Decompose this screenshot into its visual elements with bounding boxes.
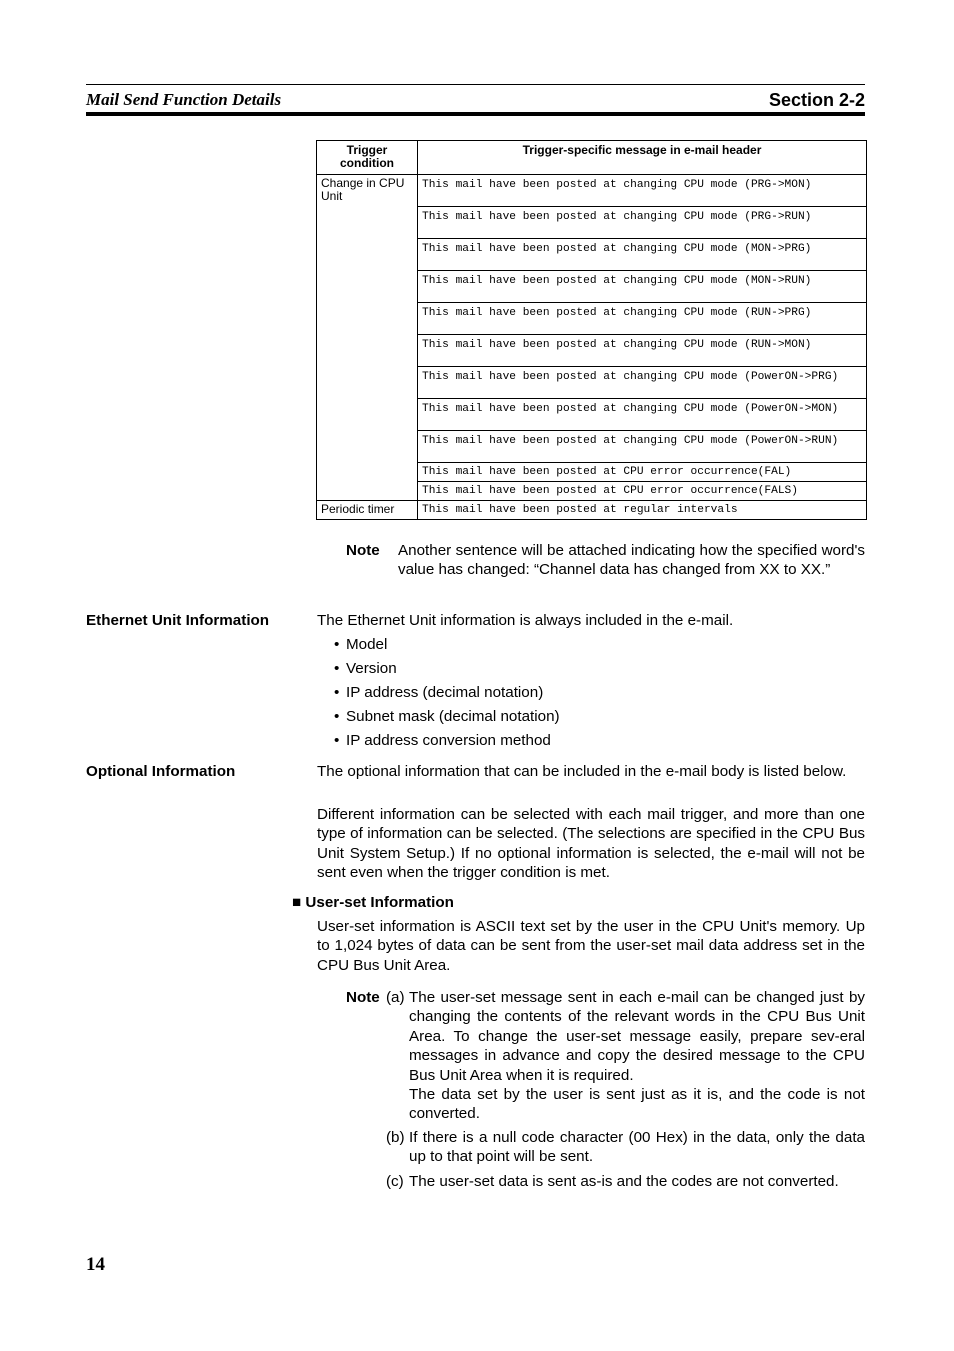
list-item: • Model: [334, 636, 388, 653]
note-item-text: If there is a null code character (00 Hex) in the data, only the data up to that point will be sent.: [409, 1129, 865, 1166]
list-item-text: Version: [346, 660, 397, 677]
user-set-para: User-set information is ASCII text set by the user in the CPU Unit's memory. Up to 1,024 bytes of data can be sent from the user-set mail data address set in the CPU Bus Unit Area.: [317, 918, 865, 974]
header-title: Mail Send Function Details: [86, 90, 282, 109]
note-marker: (a): [386, 989, 405, 1006]
message-cell: This mail have been posted at changing CPU mode (RUN->MON): [418, 335, 867, 367]
user-set-note-label: [346, 988, 380, 1007]
col-header-trigger-condition: [317, 141, 418, 175]
message-cell: This mail have been posted at changing CPU mode (PowerON->MON): [418, 399, 867, 431]
message-cell: This mail have been posted at regular intervals: [418, 501, 867, 520]
note-marker: (b): [386, 1129, 405, 1146]
list-item: • Version: [334, 660, 397, 677]
optional-heading: Optional Information: [86, 763, 236, 780]
message-cell: This mail have been posted at changing CPU mode (MON->RUN): [418, 271, 867, 303]
square-bullet-icon: ■: [292, 894, 302, 911]
ethernet-heading: Ethernet Unit Information: [86, 612, 270, 629]
message-cell: This mail have been posted at changing CPU mode (MON->PRG): [418, 239, 867, 271]
user-set-heading: [292, 893, 454, 912]
message-cell: This mail have been posted at changing CPU mode (PowerON->RUN): [418, 431, 867, 463]
message-cell: This mail have been posted at changing CPU mode (PowerON->PRG): [418, 367, 867, 399]
note-text: Another sentence will be attached indicating how the specified word's value has changed: “Channel data has changed from XX to XX.”: [398, 542, 865, 579]
trigger-message-table: [316, 140, 867, 520]
message-cell: This mail have been posted at CPU error occurrence(FALS): [418, 482, 867, 501]
note-label-text: Note: [346, 989, 380, 1006]
message-cell: This mail have been posted at changing CPU mode (RUN->PRG): [418, 303, 867, 335]
optional-para-2: Different information can be selected with each mail trigger, and more than one type of information can be selected. (The selections are specified in the CPU Bus Unit System Setup.) If no optional information is selected, the e-mail will not be sent even when the trigger condition is met.: [317, 806, 865, 882]
header-rule-top: [86, 84, 865, 85]
note-item-text-continued: The data set by the user is sent just as it is, and the code is not converted.: [409, 1086, 865, 1123]
message-cell: This mail have been posted at changing CPU mode (PRG->RUN): [418, 207, 867, 239]
note-item-text: The user-set data is sent as-is and the codes are not converted.: [409, 1173, 839, 1190]
condition-cell: Change in CPU Unit: [317, 175, 418, 501]
list-item-text: IP address (decimal notation): [346, 684, 544, 701]
message-cell: This mail have been posted at changing CPU mode (PRG->MON): [418, 175, 867, 207]
table-row: [317, 175, 867, 207]
header-section: Section 2-2: [768, 90, 865, 110]
note-label-text: Note: [346, 542, 380, 559]
list-item: • IP address conversion method: [334, 732, 551, 749]
table-header-row: [317, 141, 867, 175]
list-item-text: Subnet mask (decimal notation): [346, 708, 560, 725]
list-item: • IP address (decimal notation): [334, 684, 544, 701]
list-item-text: IP address conversion method: [346, 732, 551, 749]
table-row: [317, 501, 867, 520]
condition-cell: Periodic timer: [317, 501, 418, 520]
note-marker: (c): [386, 1173, 404, 1190]
note-item-text: The user-set message sent in each e-mail can be changed just by changing the contents of the relevant words in the CPU Bus Unit Area. To change the user-set message easily, prepare sev-eral messages in advance and copy the desired message to the CPU Bus Unit Area when it is required.: [409, 989, 865, 1084]
page-number: 14: [86, 1254, 105, 1275]
col-header-message: Trigger-specific message in e-mail header: [418, 141, 867, 175]
header-rule-bottom: [86, 112, 865, 116]
optional-para-1: The optional information that can be included in the e-mail body is listed below.: [317, 763, 847, 780]
note-label: [346, 541, 398, 560]
col-header-line: Trigger: [346, 143, 388, 157]
ethernet-intro: The Ethernet Unit information is always included in the e-mail.: [317, 612, 734, 629]
user-set-heading-text: User-set Information: [305, 894, 454, 911]
col-header-line: condition: [340, 156, 394, 170]
list-item: • Subnet mask (decimal notation): [334, 708, 560, 725]
list-item-text: Model: [346, 636, 388, 653]
message-cell: This mail have been posted at CPU error occurrence(FAL): [418, 463, 867, 482]
